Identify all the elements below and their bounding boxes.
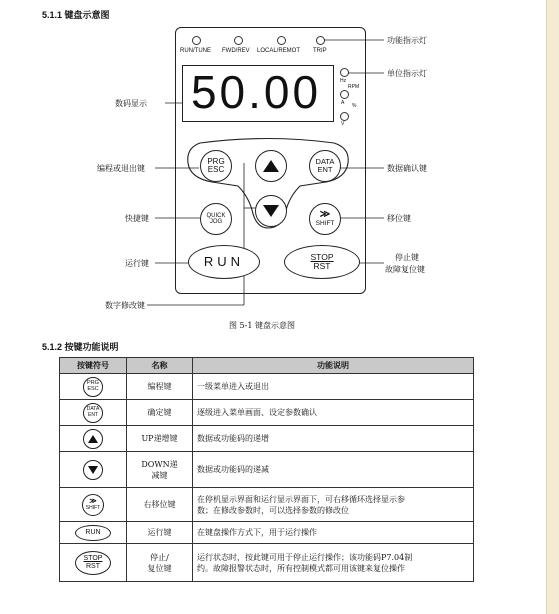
key-name: 确定键: [127, 400, 193, 426]
key-name-cell: [127, 452, 193, 488]
key-description-cell: [193, 488, 474, 522]
key-description: 数据或功能码的递增: [193, 426, 474, 452]
data-icon-bottom: ENT: [88, 411, 98, 418]
unit-label-percent: %: [352, 103, 357, 109]
key-description-cell: [193, 544, 474, 582]
down-key[interactable]: [255, 195, 287, 227]
stop-key-label-top: STOP: [310, 251, 334, 262]
up-arrow-icon: [263, 160, 279, 172]
key-name-line2: 减键: [151, 470, 168, 480]
figure-caption: 图 5-1 键盘示意图: [229, 321, 295, 330]
run-key-icon: [75, 525, 111, 541]
key-name: 编程键: [127, 374, 193, 400]
stop-key-label-bottom: RST: [313, 261, 331, 271]
up-arrow-icon: [88, 435, 98, 443]
table-row: [60, 374, 474, 400]
run-key[interactable]: [188, 245, 260, 279]
indicator-label-trip: TRIP: [313, 48, 327, 54]
up-key-icon: [83, 429, 103, 449]
unit-label-v: V: [341, 121, 345, 127]
key-description: 数据或功能码的递减: [193, 452, 474, 488]
section-title-key-functions: 5.1.2 按键功能说明: [42, 342, 119, 352]
data-ent-key[interactable]: [309, 150, 341, 182]
table-row: [60, 426, 474, 452]
callout-data: 数据确认键: [387, 164, 427, 173]
key-name-line1: DOWN递: [141, 459, 178, 469]
key-name: 右移位键: [127, 488, 193, 522]
key-description-line1: 运行状态时，按此键可用于停止运行操作；该功能码P7.04制: [197, 552, 413, 562]
header-name: 名称: [127, 358, 193, 374]
table-row: [60, 544, 474, 582]
shift-key[interactable]: [309, 203, 341, 235]
callout-fault-reset: 故障复位键: [385, 265, 425, 274]
key-description: 在键盘操作方式下，用于运行操作: [193, 522, 474, 544]
indicator-label-fwd-rev: FWD/REV: [222, 48, 250, 54]
shift-icon-label: SHIFT: [85, 504, 101, 511]
callout-unit-led: 单位指示灯: [387, 69, 427, 78]
unit-label-rpm: RPM: [348, 84, 360, 90]
quick-key-label-top: QUICK: [206, 212, 226, 219]
data-key-label-top: DATA: [315, 157, 335, 167]
prg-key-label-bottom: ESC: [207, 165, 225, 174]
prg-esc-key[interactable]: [200, 150, 232, 182]
quick-jog-key[interactable]: [200, 203, 232, 235]
down-arrow-icon: [263, 205, 279, 217]
table-row: [60, 400, 474, 426]
key-symbol-cell: [60, 522, 127, 544]
quick-key-label-bottom: JOG: [209, 219, 223, 225]
key-symbol-cell: [60, 400, 127, 426]
key-symbol-cell: [60, 488, 127, 522]
callout-digits: 数码显示: [115, 99, 147, 108]
key-symbol-cell: [60, 452, 127, 488]
key-description-line2: 约。故障报警状态时，所有控制模式都可用该键来复位操作: [197, 563, 405, 573]
key-name: 运行键: [127, 522, 193, 544]
section-title-keypad-diagram: 5.1.1 键盘示意图: [42, 10, 110, 20]
data-ent-key-icon: [83, 403, 103, 423]
data-key-label-bottom: ENT: [317, 165, 333, 174]
stop-rst-key-icon: [75, 551, 111, 575]
key-function-table: [59, 357, 474, 582]
callout-digit-modify: 数字修改键: [105, 301, 145, 310]
key-description: 逐级进入菜单画面、设定参数确认: [193, 400, 474, 426]
prg-icon-bottom: ESC: [87, 385, 99, 392]
data-icon-top: DATA: [86, 406, 100, 413]
shift-chevron-icon: ≫: [319, 209, 331, 221]
key-name-line2: 复位键: [147, 563, 172, 573]
header-key-symbol: 按键符号: [60, 358, 127, 374]
unit-label-hz: Hz: [340, 78, 347, 84]
callout-shift: 移位键: [387, 214, 411, 223]
key-description-line2: 数；在修改参数时，可以选择参数的修改位: [197, 505, 349, 515]
callout-func-led: 功能指示灯: [387, 36, 427, 45]
key-symbol-cell: [60, 374, 127, 400]
callout-prg: 编程或退出键: [97, 164, 145, 173]
down-arrow-icon: [88, 466, 98, 474]
stop-rst-key[interactable]: [284, 245, 360, 279]
key-name-cell: [127, 544, 193, 582]
callout-quick: 快捷键: [125, 214, 149, 223]
unit-label-a: A: [341, 100, 345, 106]
stop-icon-bottom: RST: [86, 562, 100, 570]
key-symbol-cell: [60, 426, 127, 452]
run-key-label: RUN: [203, 253, 245, 269]
key-name-line1: 停止/: [150, 552, 169, 562]
table-header-row: [60, 358, 474, 374]
run-icon-label: RUN: [85, 528, 101, 536]
prg-esc-key-icon: [83, 377, 103, 397]
table-row: [60, 488, 474, 522]
callout-run: 运行键: [125, 259, 149, 268]
prg-key-label-top: PRG: [207, 156, 225, 166]
page-edge: [546, 0, 559, 614]
key-description: 一级菜单进入或退出: [193, 374, 474, 400]
key-symbol-cell: [60, 544, 127, 582]
shift-key-label: SHIFT: [315, 219, 335, 227]
header-function: 功能说明: [193, 358, 474, 374]
stop-icon-top: STOP: [83, 555, 103, 563]
shift-key-icon: [82, 494, 104, 516]
table-row: [60, 452, 474, 488]
prg-icon-top: PRG: [87, 379, 99, 386]
table-row: [60, 522, 474, 544]
up-key[interactable]: [255, 150, 287, 182]
down-key-icon: [83, 460, 103, 480]
indicator-label-local-remot: LOCAL/REMOT: [257, 48, 301, 54]
led-display-value: 50.00: [190, 66, 322, 118]
shift-chevron-icon: ≫: [89, 498, 97, 506]
key-description-line1: 在停机显示界面和运行显示界面下，可右移循环选择显示参: [197, 494, 405, 504]
callout-stop: 停止键: [395, 253, 419, 262]
key-name: UP递增键: [127, 426, 193, 452]
indicator-label-run-tune: RUN/TUNE: [180, 48, 211, 54]
